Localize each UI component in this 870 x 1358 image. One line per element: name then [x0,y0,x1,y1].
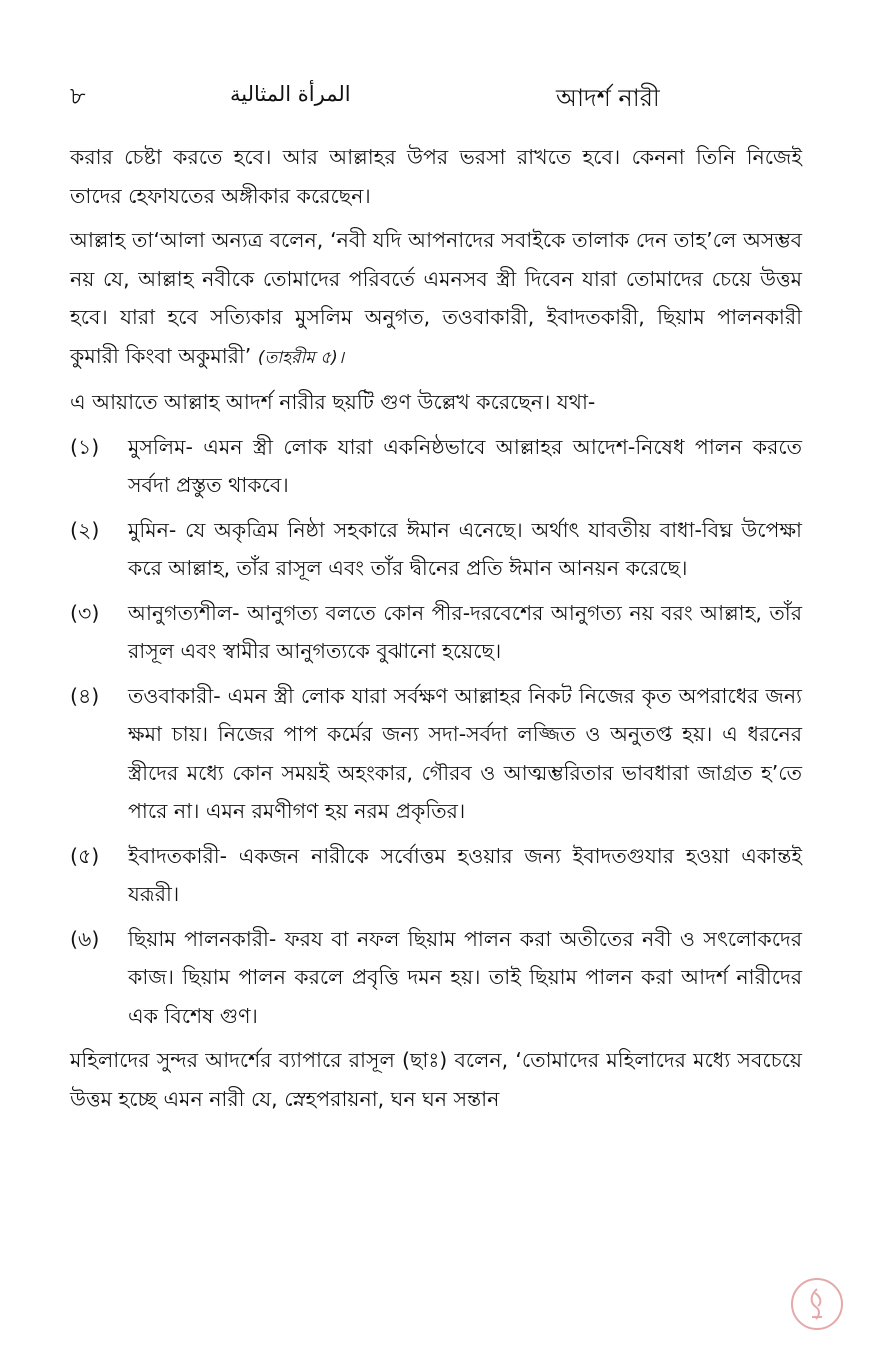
list-item-text: ছিয়াম পালনকারী- ফরয বা নফল ছিয়াম পালন করা অতীতের নবী ও সৎলোকদের কাজ। ছিয়াম পালন করলে প্রবৃত্তি দমন হয়। তাই ছিয়াম পালন করা আদর্শ নারীদের এক বিশেষ গুণ। [128,926,802,1028]
list-item [70,920,802,1036]
list-item-number: (৩) [70,600,100,625]
list-item [70,594,802,671]
header-title-arabic: المرأة المثالية [230,82,351,106]
list-item-number: (১) [70,434,100,459]
quran-reference: (তাহরীম ৫)। [257,347,344,368]
list-item-number: (৬) [70,926,100,951]
list-item-text: ইবাদতকারী- একজন নারীকে সর্বোত্তম হওয়ার জন্য ইবাদতগুযার হওয়া একান্তই যরূরী। [128,843,802,906]
list-item [70,511,802,588]
body-text [70,138,802,1124]
list-item-text: তওবাকারী- এমন স্ত্রী লোক যারা সর্বক্ষণ আল্লাহর নিকট নিজের কৃত অপরাধের জন্য ক্ষমা চায়। নিজের পাপ কর্মের জন্য সদা-সর্বদা লজ্জিত ও অনুতপ্ত হয়। এ ধরনের স্ত্রীদের মধ্যে কোন সময়ই অহংকার, গৌরব ও আত্মম্ভরিতার ভাবধারা জাগ্রত হ’তে পারে না। এমন রমণীগণ হয় নরম প্রকৃতির। [128,683,802,823]
list-item-text: মুসলিম- এমন স্ত্রী লোক যারা একনিষ্ঠভাবে আল্লাহর আদেশ-নিষেধ পালন করতে সর্বদা প্রস্তুত থাকবে। [128,434,802,497]
list-item-number: (৪) [70,683,100,708]
quran-quote: আল্লাহ তা‘আলা অন্যত্র বলেন, ‘নবী যদি আপনাদের সবাইকে তালাক দেন তাহ’লে অসম্ভব নয় যে, আল্লাহ নবীকে তোমাদের পরিবর্তে এমনসব স্ত্রী দিবেন যারা তোমাদের চেয়ে উত্তম হবে। যারা হবে সত্যিকার মুসলিম অনুগত, তওবাকারী, ইবাদতকারী, ছিয়াম পালনকারী কুমারী কিংবা অকুমারী’ [70,228,802,368]
paragraph-4: মহিলাদের সুন্দর আদর্শের ব্যাপারে রাসূল (ছাঃ) বলেন, ‘তোমাদের মহিলাদের মধ্যে সবচেয়ে উত্তম হচ্ছে এমন নারী যে, স্নেহপরায়না, ঘন ঘন সন্তান [70,1048,802,1111]
publisher-seal-icon [790,1277,844,1331]
list-item [70,677,802,831]
page-header [0,78,870,118]
header-title-bengali: আদর্শ নারী [556,84,660,112]
list-item [70,837,802,914]
list-item [70,428,802,505]
list-item-text: আনুগত্যশীল- আনুগত্য বলতে কোন পীর-দরবেশের আনুগত্য নয় বরং আল্লাহ, তাঁর রাসূল এবং স্বামীর আনুগত্যকে বুঝানো হয়েছে। [128,600,802,663]
list-item-number: (৫) [70,843,100,868]
paragraph-3: এ আয়াতে আল্লাহ আদর্শ নারীর ছয়টি গুণ উল্লেখ করেছেন। যথা- [70,390,596,414]
list-item-text: মুমিন- যে অকৃত্রিম নিষ্ঠা সহকারে ঈমান এনেছে। অর্থাৎ যাবতীয় বাধা-বিঘ্ন উপেক্ষা করে আল্লাহ, তাঁর রাসূল এবং তাঁর দ্বীনের প্রতি ঈমান আনয়ন করেছে। [128,517,802,580]
paragraph-2 [70,221,802,377]
page-number: ৮ [70,82,86,110]
paragraph-1: করার চেষ্টা করতে হবে। আর আল্লাহর উপর ভরসা রাখতে হবে। কেননা তিনি নিজেই তাদের হেফাযতের অঙ্গীকার করেছেন। [70,145,802,208]
list-item-number: (২) [70,517,100,542]
